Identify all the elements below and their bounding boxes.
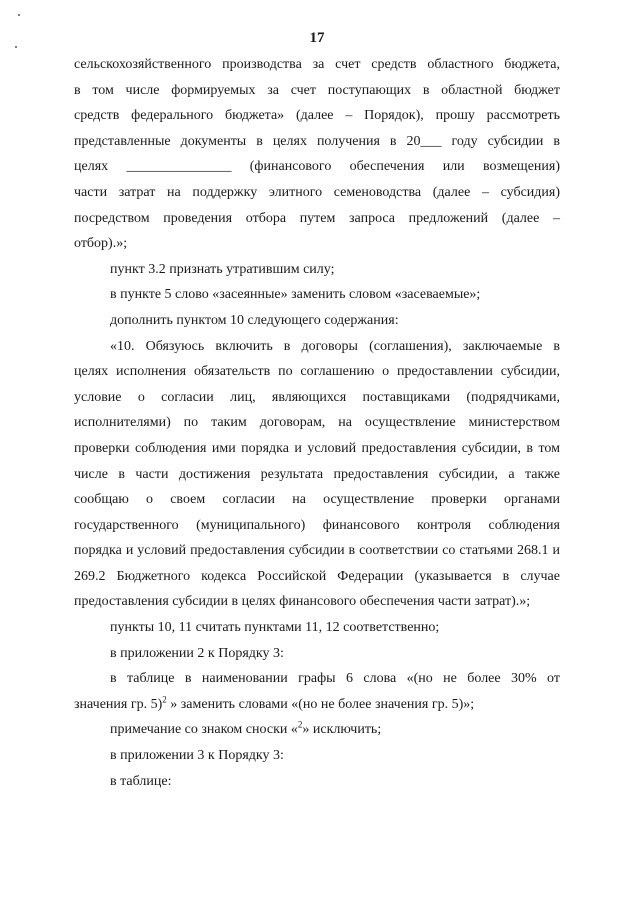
footnote-marker: 2 — [297, 719, 303, 730]
page-number: 17 — [309, 30, 325, 46]
scan-speck — [18, 14, 20, 16]
text-line: исполнителями) по таким договорам, на осуществление министерством — [74, 415, 560, 431]
text-line: сообщаю о своем согласии на осуществление проверки органами — [74, 492, 560, 508]
text-line: государственного (муниципального) финансового контроля соблюдения — [74, 517, 560, 533]
text-segment: примечание со знаком сноски « — [110, 722, 298, 738]
body-text — [74, 52, 560, 794]
text-line: в приложении 2 к Порядку 3: — [110, 645, 284, 661]
text-line — [74, 692, 560, 718]
text-line: целях исполнения обязательств по соглашению о предоставлении субсидии, — [74, 364, 560, 380]
text-line: условие о согласии лиц, являющихся поставщиками (подрядчиками, — [74, 389, 560, 405]
text-line: представленные документы в целях получения в 20___ году субсидии в — [74, 133, 560, 149]
text-line: сельскохозяйственного производства за счет средств областного бюджета, — [74, 57, 560, 72]
text-line — [74, 717, 560, 743]
text-line: дополнить пунктом 10 следующего содержания: — [110, 312, 399, 328]
text-line: средств федерального бюджета» (далее – Порядок), прошу рассмотреть — [74, 108, 560, 124]
text-line: «10. Обязуюсь включить в договоры (соглашения), заключаемые в — [110, 338, 560, 354]
text-line: целях _______________ (финансового обеспечения или возмещения) — [74, 159, 560, 175]
text-line: в таблице в наименовании графы 6 слова «(но не более 30% от — [110, 671, 560, 687]
text-line: порядка и условий предоставления субсидии в соответствии со статьями 268.1 и — [74, 543, 560, 559]
text-line: 269.2 Бюджетного кодекса Российской Федерации (указывается в случае — [74, 568, 560, 584]
text-line: числе в части достижения результата предоставления субсидии, а также — [74, 466, 560, 482]
text-line: предоставления субсидии в целях финансового обеспечения части затрат).»; — [74, 594, 531, 610]
text-line: в приложении 3 к Порядку 3: — [110, 748, 284, 764]
text-segment: » исключить; — [302, 722, 382, 738]
text-line: проверки соблюдения ими порядка и условий предоставления субсидии, в том — [74, 440, 560, 456]
text-line: в пункте 5 слово «засеянные» заменить словом «засеваемые»; — [110, 287, 481, 303]
text-segment: значения гр. 5) — [74, 696, 163, 712]
text-segment: » заменить словами «(но не более значения гр. 5)»; — [166, 696, 475, 712]
text-line: пункт 3.2 признать утратившим силу; — [110, 261, 335, 277]
footnote-marker: 2 — [162, 694, 167, 705]
text-line: в том числе формируемых за счет поступающих в областной бюджет — [74, 82, 560, 98]
text-line: отбор).»; — [74, 236, 128, 252]
text-line: пункты 10, 11 считать пунктами 11, 12 соответственно; — [110, 620, 440, 636]
text-line: части затрат на поддержку элитного семеноводства (далее – субсидия) — [74, 184, 560, 200]
text-line: посредством проведения отбора путем запроса предложений (далее – — [74, 210, 560, 226]
text-line: в таблице: — [110, 773, 172, 789]
